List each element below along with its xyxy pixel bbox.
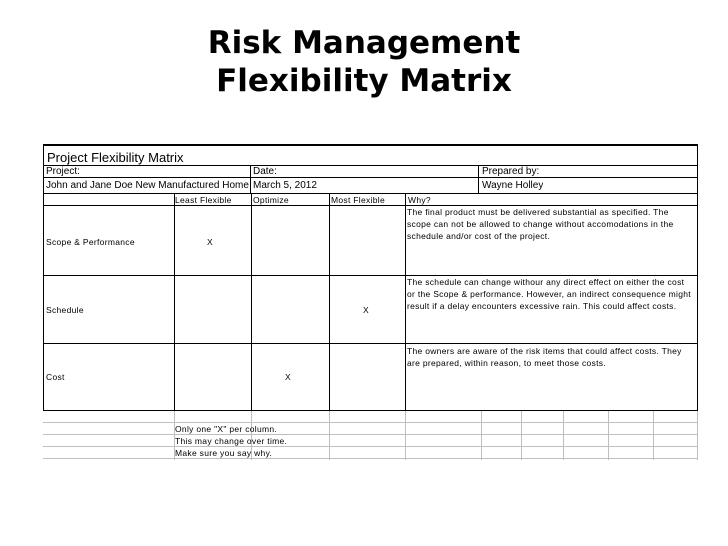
col-most-flexible: Most Flexible bbox=[331, 195, 385, 205]
gridline bbox=[43, 422, 698, 423]
page-title bbox=[0, 24, 728, 100]
border bbox=[329, 194, 330, 411]
mark-schedule-most: X bbox=[363, 305, 369, 315]
sheet-heading: Project Flexibility Matrix bbox=[47, 150, 184, 165]
gridline bbox=[481, 410, 482, 460]
mark-scope-least: X bbox=[207, 237, 213, 247]
gridline bbox=[405, 410, 406, 460]
border bbox=[43, 410, 698, 411]
border bbox=[250, 166, 251, 194]
project-value: John and Jane Doe New Manufactured Home bbox=[46, 180, 249, 191]
prepared-by-label: Prepared by: bbox=[482, 166, 540, 177]
why-cost: The owners are aware of the risk items that could affect costs. They are prepared, within reason, to meet those costs. bbox=[407, 346, 682, 368]
gridline bbox=[521, 410, 522, 460]
border bbox=[405, 194, 406, 411]
title-line-1: Risk Management bbox=[207, 25, 521, 61]
note-1: Only one "X" per column. bbox=[175, 424, 278, 434]
border-left bbox=[43, 144, 44, 411]
mark-cost-optimize: X bbox=[285, 372, 291, 382]
border-right bbox=[697, 144, 698, 411]
border bbox=[174, 194, 175, 411]
note-2: This may change over time. bbox=[175, 436, 288, 446]
border-top bbox=[43, 144, 698, 146]
row-label-scope: Scope & Performance bbox=[46, 237, 135, 247]
note-3: Make sure you say why. bbox=[175, 448, 273, 458]
border bbox=[251, 194, 252, 411]
gridline bbox=[43, 458, 698, 459]
col-why: Why? bbox=[408, 195, 431, 205]
title-line-2: Flexibility Matrix bbox=[216, 63, 512, 99]
gridline bbox=[608, 410, 609, 460]
date-label: Date: bbox=[253, 166, 277, 177]
row-label-cost: Cost bbox=[46, 372, 65, 382]
why-schedule: The schedule can change withour any direct effect on either the cost or the Scope & performance. However, an indirect consequence might result if a delay encounters excessive rain. This could affect costs. bbox=[407, 277, 691, 311]
project-label: Project: bbox=[46, 166, 80, 177]
gridline bbox=[43, 434, 698, 435]
prepared-by-value: Wayne Holley bbox=[482, 180, 544, 191]
border bbox=[478, 166, 479, 194]
gridline bbox=[329, 410, 330, 460]
col-least-flexible: Least Flexible bbox=[175, 195, 232, 205]
why-scope: The final product must be delivered substantial as specified. The scope can not be allowed to change without accomodations in the schedule and/or cost of the project. bbox=[407, 207, 674, 241]
border bbox=[43, 343, 698, 344]
col-optimize: Optimize bbox=[253, 195, 289, 205]
row-label-schedule: Schedule bbox=[46, 305, 84, 315]
gridline bbox=[697, 410, 698, 460]
flexibility-matrix-sheet bbox=[43, 144, 698, 460]
gridline bbox=[43, 446, 698, 447]
gridline bbox=[653, 410, 654, 460]
border bbox=[43, 177, 698, 178]
gridline bbox=[563, 410, 564, 460]
date-value: March 5, 2012 bbox=[253, 180, 317, 191]
